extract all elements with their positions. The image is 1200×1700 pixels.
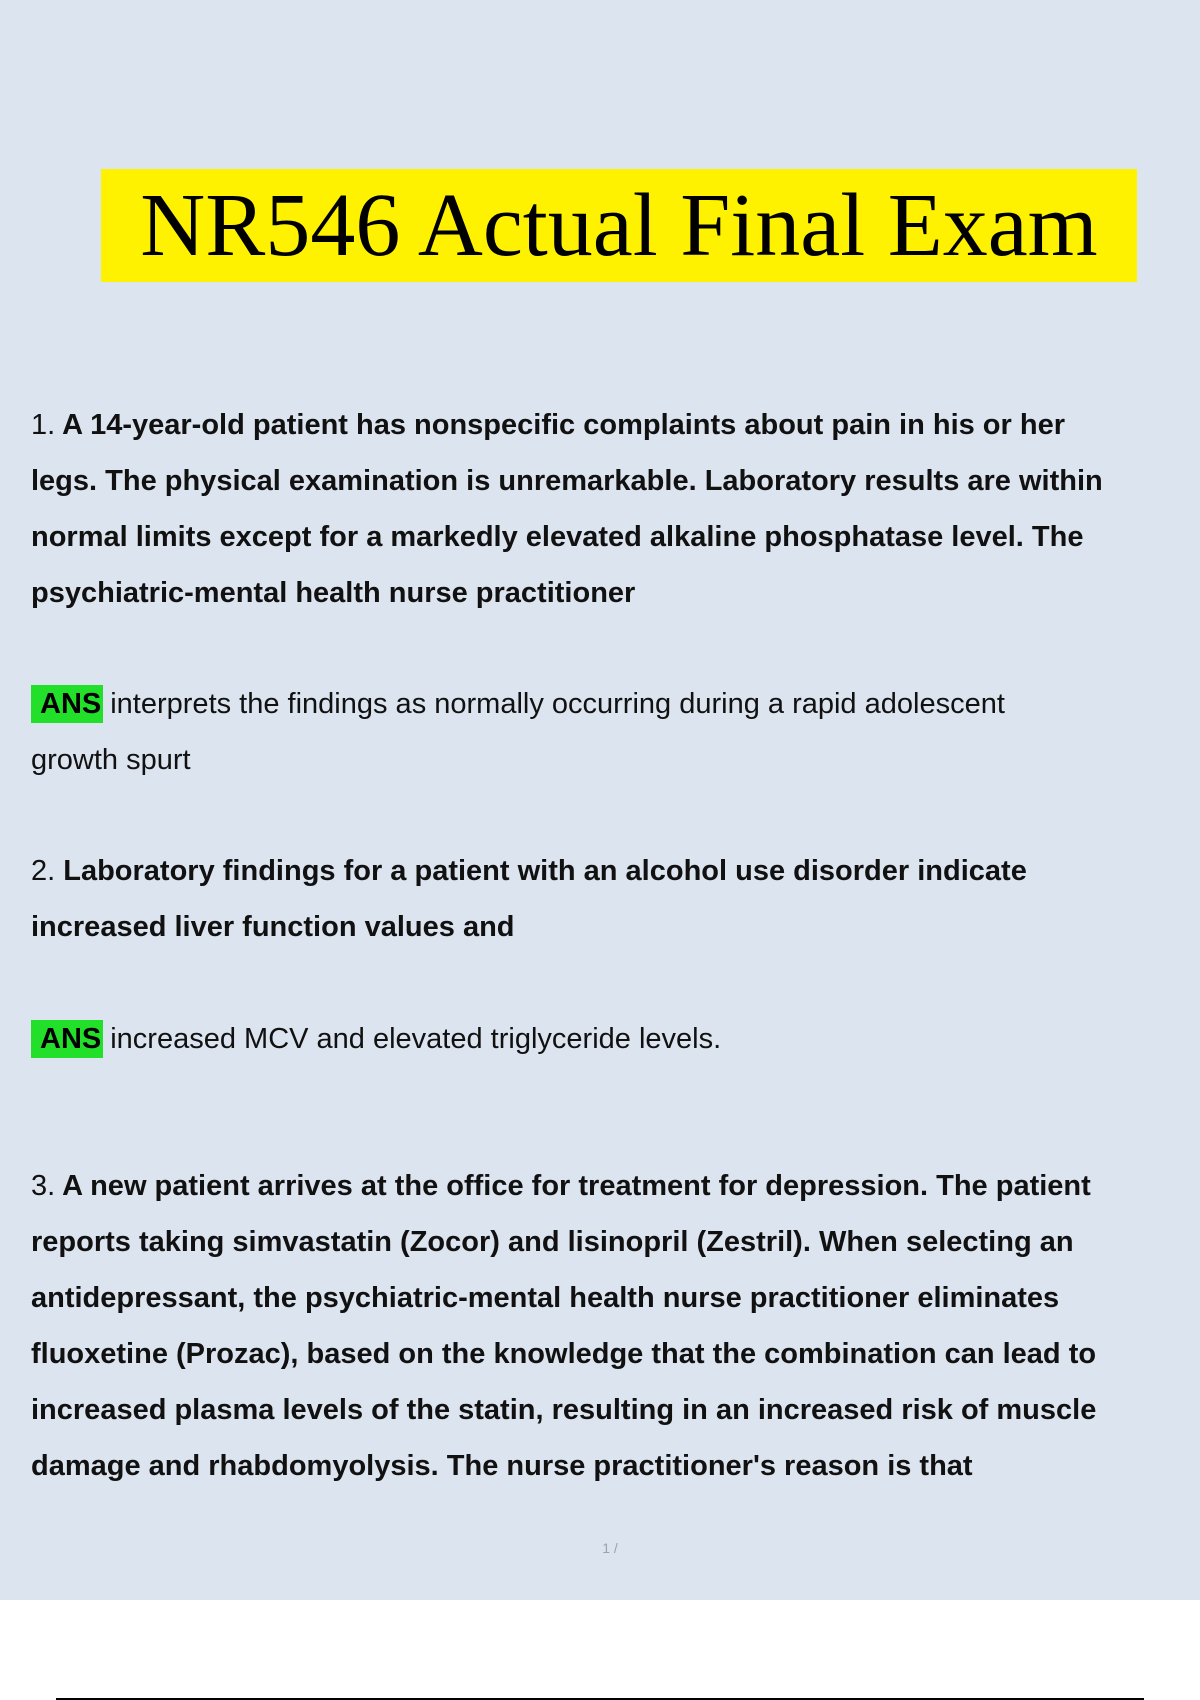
question-text: fluoxetine (Prozac), based on the knowledge that the combination can lead to (31, 1338, 1097, 1370)
question-1 (31, 397, 1200, 621)
answer-label: ANS (31, 685, 103, 723)
question-text: A new patient arrives at the office for treatment for depression. The patient (62, 1170, 1091, 1202)
question-line (31, 397, 1200, 453)
question-2 (31, 843, 1200, 955)
answer-1 (31, 676, 1200, 788)
question-text: increased plasma levels of the statin, resulting in an increased risk of muscle (31, 1394, 1097, 1426)
answer-label: ANS (31, 1020, 103, 1058)
question-number: 3. (31, 1170, 56, 1202)
question-text: psychiatric-mental health nurse practitioner (31, 577, 636, 609)
question-number: 2. (31, 855, 56, 887)
question-line (31, 843, 1200, 899)
question-line (31, 1158, 1200, 1214)
question-text: A 14-year-old patient has nonspecific complaints about pain in his or her (62, 409, 1065, 441)
page-number: 1 / (602, 1540, 618, 1556)
answer-text: increased MCV and elevated triglyceride levels. (110, 1023, 722, 1055)
question-number: 1. (31, 409, 56, 441)
question-text: damage and rhabdomyolysis. The nurse practitioner's reason is that (31, 1450, 973, 1482)
document-title: NR546 Actual Final Exam (140, 176, 1098, 275)
question-text: normal limits except for a markedly elevated alkaline phosphatase level. The (31, 521, 1084, 553)
answer-line (31, 676, 1200, 732)
answer-text: growth spurt (31, 744, 191, 776)
question-text: Laboratory findings for a patient with an alcohol use disorder indicate (63, 855, 1027, 887)
question-text: reports taking simvastatin (Zocor) and lisinopril (Zestril). When selecting an (31, 1226, 1074, 1258)
question-text: legs. The physical examination is unremarkable. Laboratory results are within (31, 465, 1103, 497)
answer-text: interprets the findings as normally occurring during a rapid adolescent (110, 688, 1005, 720)
answer-2 (31, 1011, 1200, 1067)
answer-line (31, 1011, 1200, 1067)
question-text: increased liver function values and (31, 911, 515, 943)
question-3 (31, 1158, 1200, 1494)
question-text: antidepressant, the psychiatric-mental health nurse practitioner eliminates (31, 1282, 1060, 1314)
